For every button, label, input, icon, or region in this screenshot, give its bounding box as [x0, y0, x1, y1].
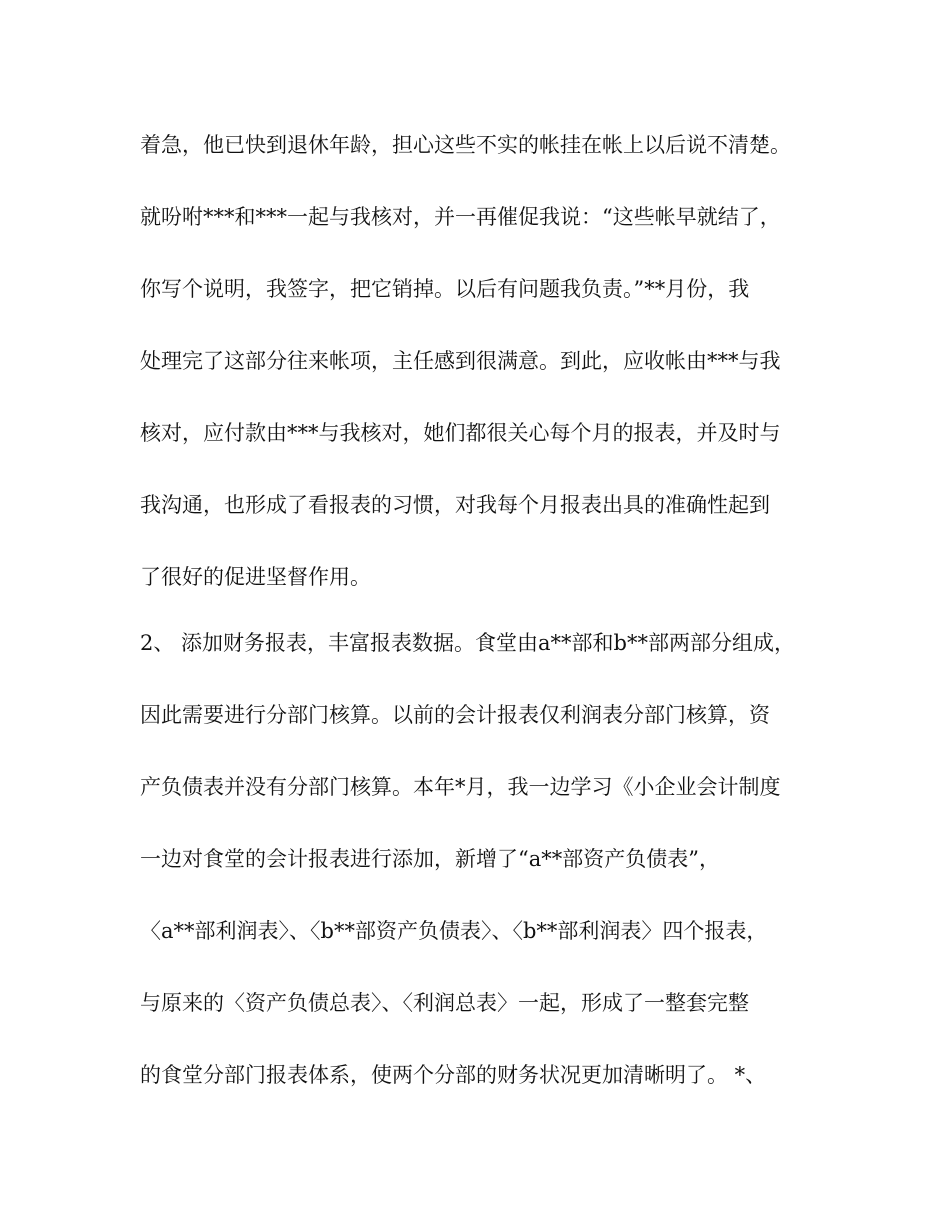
- body-text-line: 因此需要进行分部门核算。以前的会计报表仅利润表分部门核算，资: [140, 703, 770, 727]
- body-text-line: 你写个说明，我签字，把它销掉。以后有问题我负责。”**月份，我: [140, 277, 750, 301]
- numbered-paragraph-line: 2、 添加财务报表，丰富报表数据。食堂由a**部和b**部两部分组成，: [140, 631, 795, 655]
- body-text-line: 着急，他已快到退休年龄，担心这些不实的帐挂在帐上以后说不清楚。: [140, 133, 791, 157]
- body-text-line: 〈a**部利润表〉、〈b**部资产负债表〉、〈b**部利润表〉四个报表，: [140, 919, 768, 943]
- body-text-line: 我沟通，也形成了看报表的习惯，对我每个月报表出具的准确性起到: [140, 493, 770, 517]
- body-text-line: 就吩咐***和***一起与我核对，并一再催促我说：“这些帐早就结了，: [140, 205, 781, 229]
- body-text-line: 处理完了这部分往来帐项，主任感到很满意。到此，应收帐由***与我: [140, 349, 781, 373]
- body-text-line: 与原来的〈资产负债总表〉、〈利润总表〉一起，形成了一整套完整: [140, 991, 749, 1015]
- body-text-line: 了很好的促进坚督作用。: [140, 565, 371, 589]
- body-text-line: 产负债表并没有分部门核算。本年*月，我一边学习《小企业会计制度: [140, 775, 781, 799]
- body-text-line: 的食堂分部门报表体系，使两个分部的财务状况更加清晰明了。 *、: [140, 1063, 767, 1087]
- body-text-line: 核对，应付款由***与我核对，她们都很关心每个月的报表，并及时与: [140, 421, 781, 445]
- body-text-line: 一边对食堂的会计报表进行添加，新增了“a**部资产负债表”，: [140, 847, 720, 871]
